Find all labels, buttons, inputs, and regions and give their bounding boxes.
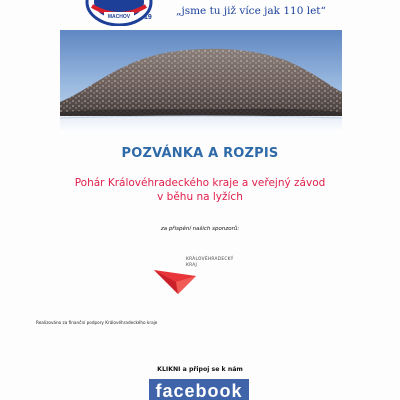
event-subtitle-line1: Pohár Královéhradeckého kraje a veřejný závod	[74, 177, 326, 189]
page-title: POZVÁNKA A ROZPIS	[121, 146, 279, 161]
kraj-name-line1: KRÁLOVÉHRADECKÝ	[186, 257, 234, 262]
mountain-photo	[60, 30, 342, 133]
facebook-button[interactable]: facebook	[149, 379, 249, 400]
club-logo-icon	[84, 0, 154, 26]
event-subtitle-line2: v běhu na lyžích	[157, 191, 243, 203]
kraj-mark-icon	[152, 266, 200, 296]
kraj-name	[186, 257, 234, 269]
kraj-name-line2: KRAJ	[186, 263, 198, 268]
kraj-logo	[152, 254, 262, 300]
sponsor-note: za přispění našich sponzorů:	[160, 226, 240, 232]
facebook-cta[interactable]: KLIKNI a připoj se k nám	[157, 366, 243, 373]
funding-note: Realizováno za finanční podpory Královéhradeckého kraje	[36, 320, 158, 325]
svg-text:19: 19	[144, 14, 152, 21]
club-motto: „jsme tu již více jak 110 let“	[176, 5, 326, 17]
event-subtitle	[0, 176, 400, 204]
club-logo-text: MACHOV	[107, 14, 131, 20]
